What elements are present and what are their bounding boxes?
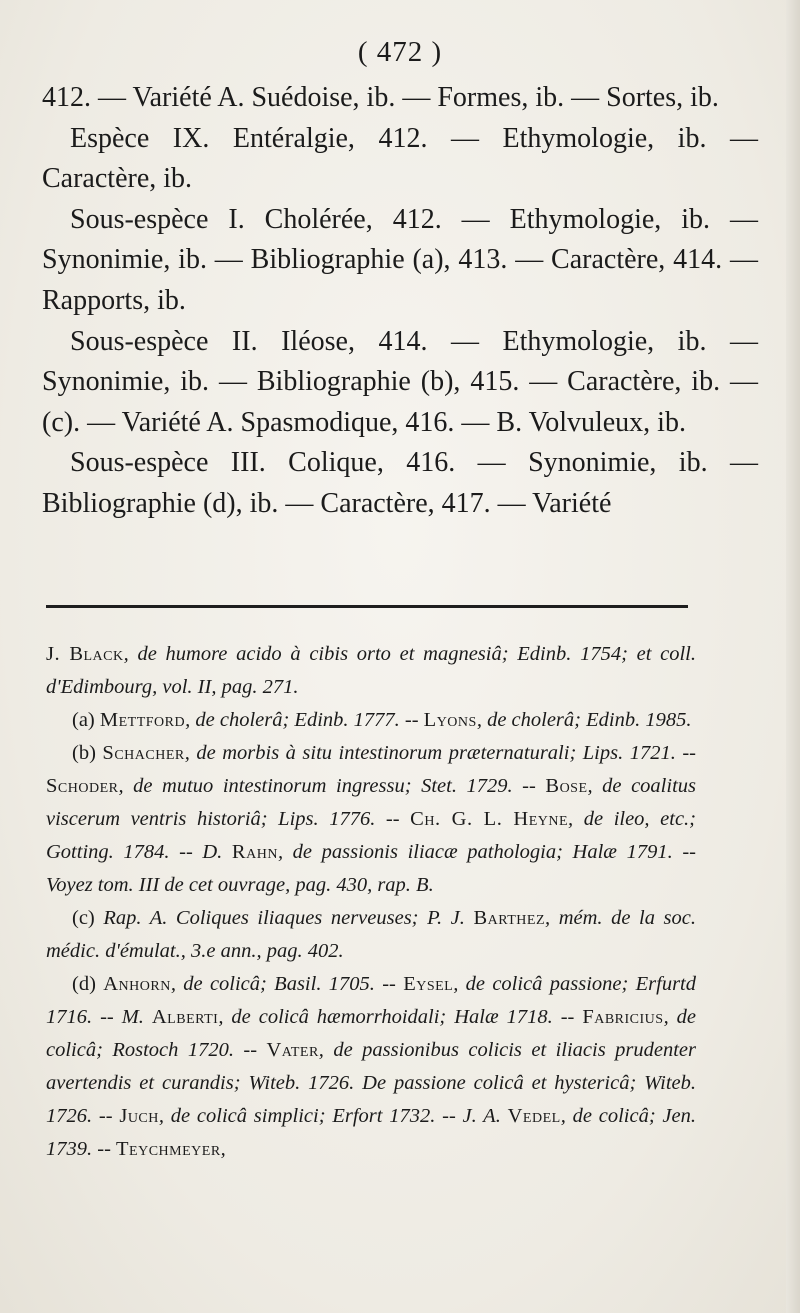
author-name: Schoder — [46, 775, 119, 797]
author-name: Anhorn — [103, 973, 171, 995]
footnote-text: , de passionis iliacæ pathologia; Halæ 1791. -- Voyez tom. III de cet ouvrage, pag. 430, rap. B. — [46, 841, 696, 896]
footnote-text: Rap. A. Coliques iliaques nerveuses; P. J. — [103, 907, 474, 929]
footnote-text: , de colicâ; Basil. 1705. -- — [170, 973, 404, 995]
footnote-marker: (a) — [72, 709, 95, 731]
author-name: J. Black — [46, 643, 124, 665]
footnote-text: , de ileo, etc.; Gotting. 1784. -- D. — [46, 808, 696, 863]
footnote-marker: (b) — [72, 742, 96, 764]
footnote-text: , de cholerâ; Edinb. 1777. -- — [185, 709, 424, 731]
author-name: Mettford — [99, 709, 186, 731]
author-name: Juch — [119, 1105, 159, 1127]
footnote-text: , de humore acido à cibis orto et magnesiâ; Edinb. 1754; et coll. d'Edimbourg, vol. II, pag. 271. — [46, 643, 696, 698]
author-name: Barthez — [473, 907, 545, 929]
footnote-b — [46, 737, 696, 902]
author-name: Vater — [266, 1039, 319, 1061]
author-name: Rahn — [231, 841, 278, 863]
author-name: Lyons — [423, 709, 477, 731]
index-entry: Sous-espèce I. Cholérée, 412. — Ethymologie, ib. — Synonimie, ib. — Bibliographie (a), 413. — Caractère, 414. — Rapports, ib. — [42, 203, 758, 316]
footnote-text: , de passionibus colicis et iliacis prudenter avertendis et curandis; Witeb. 1726. De passione colicâ et hystericâ; Witeb. 1726. -- — [46, 1039, 696, 1127]
footnote-d — [46, 968, 696, 1166]
footnote-text: , de morbis à situ intestinorum præternaturali; Lips. 1721. -- — [184, 742, 697, 764]
author-name: Vedel — [507, 1105, 561, 1127]
page-gutter — [786, 0, 800, 1313]
index-entry: Espèce IX. Entéralgie, 412. — Ethymologie, ib. — Caractère, ib. — [42, 122, 758, 195]
footnote-text: , de mutuo intestinorum ingressu; Stet. 1729. -- — [118, 775, 546, 797]
index-text — [42, 78, 758, 525]
footnote-text: , — [220, 1138, 226, 1160]
footnote-c — [46, 902, 696, 968]
author-name: Teychmeyer — [116, 1138, 221, 1160]
footnote-text: , de colicâ simplici; Erfort 1732. -- J. A. — [158, 1105, 508, 1127]
author-name: Ch. G. L. Heyne — [410, 808, 569, 830]
author-name: Eysel — [403, 973, 454, 995]
index-entry: Sous-espèce II. Iléose, 414. — Ethymologie, ib. — Synonimie, ib. — Bibliographie (b), 415. — Caractère, ib. — (c). — Variété A. Spasmodique, 416. — B. Volvuleux, ib. — [42, 325, 758, 438]
index-entry: Sous-espèce III. Colique, 416. — Synonimie, ib. — Bibliographie (d), ib. — Caractère, 417. — Variété — [42, 447, 758, 519]
footnote-text: , de colicâ; Jen. 1739. -- — [46, 1105, 697, 1160]
footnote-text: , de colicâ passione; Erfurtd 1716. -- M. — [46, 973, 697, 1028]
footnote-black — [46, 638, 696, 704]
footnote-text: , de colicâ hæmorrhoidali; Halæ 1718. -- — [218, 1006, 583, 1028]
footnote-text: , de colicâ; Rostoch 1720. -- — [46, 1006, 696, 1061]
footnote-divider — [46, 605, 688, 608]
author-name: Fabricius — [582, 1006, 664, 1028]
footnote-text: , mém. de la soc. médic. d'émulat., 3.e ann., pag. 402. — [46, 907, 696, 962]
footnotes — [46, 638, 696, 1166]
footnote-marker: (c) — [72, 907, 95, 929]
index-entry: 412. — Variété A. Suédoise, ib. — Formes, ib. — Sortes, ib. — [42, 82, 719, 113]
footnote-text: , de coalitus viscerum ventris historiâ; Lips. 1776. -- — [46, 775, 696, 830]
author-name: Schacher — [102, 742, 185, 764]
author-name: Alberti — [151, 1006, 219, 1028]
footnote-a — [46, 704, 696, 737]
author-name: Bose — [545, 775, 588, 797]
page-number: ( 472 ) — [357, 36, 443, 68]
footnote-text: , de cholerâ; Edinb. 1985. — [476, 709, 692, 731]
footnote-marker: (d) — [72, 973, 96, 995]
